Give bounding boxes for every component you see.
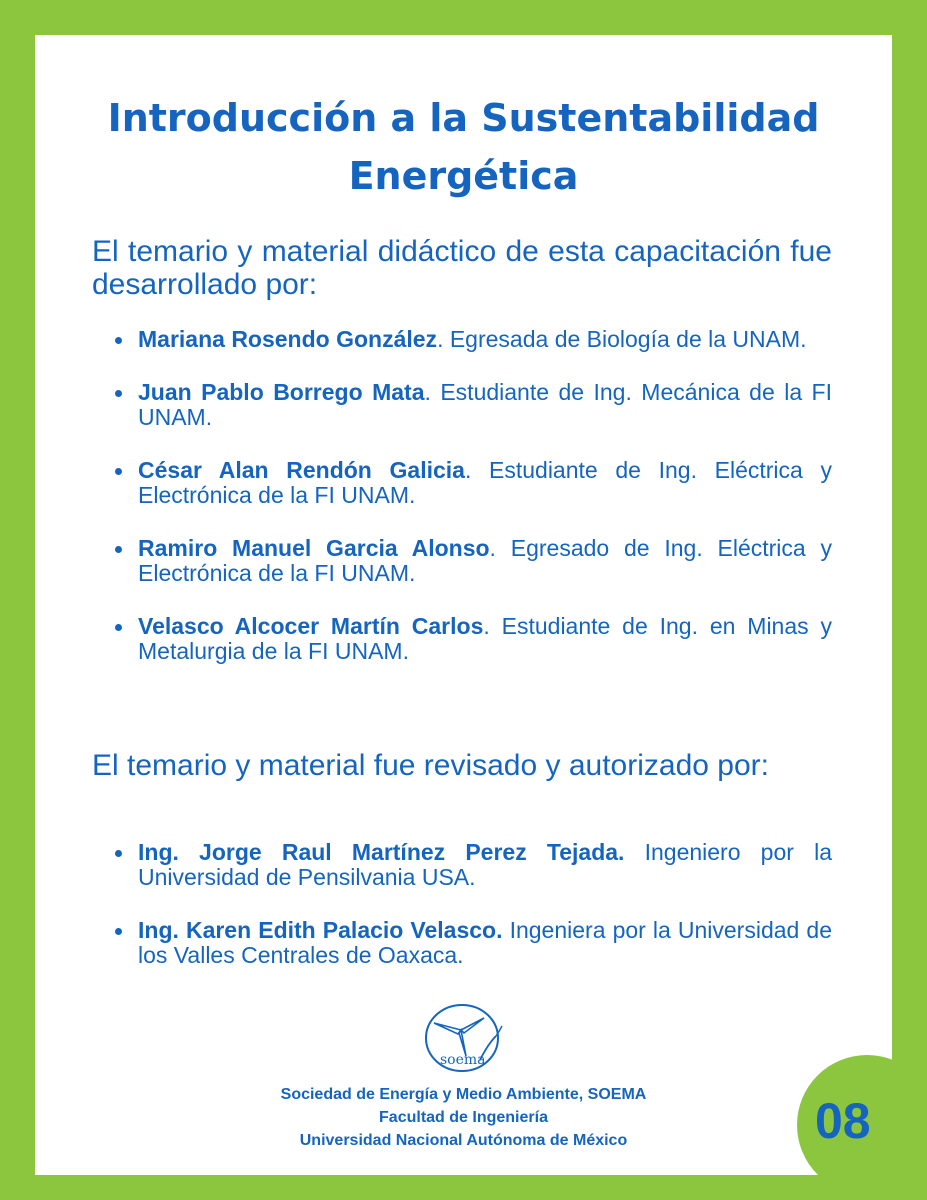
document-page — [35, 35, 892, 1175]
person-description: . Egresado de Ing. Eléctrica y Electrónica de la FI UNAM. — [138, 535, 832, 586]
page-number: 08 — [815, 1093, 871, 1149]
bullet-icon — [115, 390, 122, 397]
developers-list — [115, 327, 832, 692]
bullet-icon — [115, 337, 122, 344]
list-item — [115, 458, 832, 508]
bullet-icon — [115, 468, 122, 475]
person-name: Ing. Jorge Raul Martínez Perez Tejada. — [138, 839, 625, 865]
list-item — [115, 327, 832, 352]
list-item — [115, 614, 832, 664]
person-name: Mariana Rosendo González — [138, 326, 438, 352]
developers-intro: El temario y material didáctico de esta capacitación fue desarrollado por: — [92, 235, 832, 301]
list-item — [115, 918, 832, 968]
list-item — [115, 840, 832, 890]
footer-university: Universidad Nacional Autónoma de México — [299, 1132, 628, 1149]
bullet-icon — [115, 546, 122, 553]
footer-faculty: Facultad de Ingeniería — [379, 1109, 548, 1126]
footer — [35, 1083, 892, 1152]
list-item — [115, 380, 832, 430]
person-name: Ing. Karen Edith Palacio Velasco. — [138, 917, 503, 943]
person-description: . Estudiante de Ing. Mecánica de la FI UNAM. — [138, 379, 832, 430]
bullet-icon — [115, 850, 122, 857]
person-description: . Egresada de Biología de la UNAM. — [437, 326, 807, 352]
bullet-icon — [115, 928, 122, 935]
soema-logo — [422, 1000, 506, 1080]
reviewers-intro: El temario y material fue revisado y autorizado por: — [92, 749, 769, 782]
person-name: César Alan Rendón Galicia — [138, 457, 465, 483]
list-item — [115, 536, 832, 586]
page-title: Introducción a la Sustentabilidad Energética — [107, 96, 820, 198]
page-number-badge — [797, 1055, 927, 1195]
person-description: . Estudiante de Ing. Eléctrica y Electrónica de la FI UNAM. — [138, 457, 832, 508]
person-description: Ingeniero por la Universidad de Pensilvania USA. — [138, 839, 832, 890]
reviewers-list — [115, 840, 832, 996]
person-description: . Estudiante de Ing. en Minas y Metalurgia de la FI UNAM. — [138, 613, 832, 664]
logo-wordmark: soema — [440, 1052, 486, 1068]
bullet-icon — [115, 624, 122, 631]
person-name: Velasco Alcocer Martín Carlos — [138, 613, 484, 639]
person-description: Ingeniera por la Universidad de los Valles Centrales de Oaxaca. — [138, 917, 832, 968]
footer-organization: Sociedad de Energía y Medio Ambiente, SOEMA — [280, 1086, 647, 1103]
person-name: Ramiro Manuel Garcia Alonso — [138, 535, 490, 561]
person-name: Juan Pablo Borrego Mata — [138, 379, 425, 405]
wind-turbine-logo-icon — [422, 1000, 506, 1080]
